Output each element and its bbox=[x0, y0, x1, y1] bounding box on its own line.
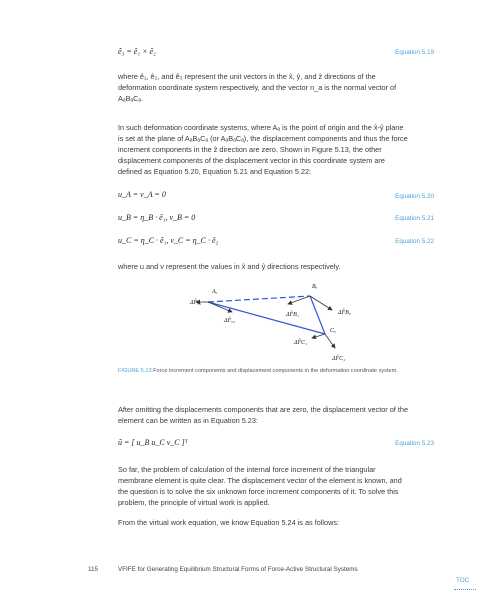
force-label-a1: ΔF̂ₐ₁ bbox=[190, 300, 202, 306]
force-label-c2: ΔF̂C₂ bbox=[332, 356, 346, 362]
figure-caption-text: Force increment components and displacement components in the deformation coordinate system. bbox=[153, 368, 398, 374]
figure-caption-label: FIGURE 5.13 bbox=[118, 368, 152, 374]
triangle-element bbox=[208, 296, 325, 334]
force-label-b2: ΔF̂B₂ bbox=[338, 310, 351, 316]
node-label-a: Aₐ bbox=[212, 289, 218, 295]
paragraph-virtual-work: From the virtual work equation, we know Equation 5.24 is as follows: bbox=[118, 518, 340, 527]
node-label-c: Cₐ bbox=[330, 328, 336, 334]
node-label-b: Bₐ bbox=[312, 284, 318, 290]
equation-5-20: u_A = v_A = 0 bbox=[118, 190, 166, 199]
equation-5-21-label: Equation 5.21 bbox=[395, 215, 434, 222]
force-label-b1: ΔF̂B₁ bbox=[286, 312, 299, 318]
equation-5-19-label: Equation 5.19 bbox=[395, 49, 434, 56]
equation-5-23: ũ = [ u_B u_C v_C ]ᵀ bbox=[118, 438, 188, 447]
toc-link[interactable]: TOC bbox=[456, 577, 470, 584]
equation-5-19: ê₃ = ê₁ × ê₂ bbox=[118, 47, 156, 56]
equation-5-21: u_B = η_B · ê₁, v_B = 0 bbox=[118, 213, 196, 222]
paragraph-problem-summary: So far, the problem of calculation of the internal force increment of the triangular membrane element is quite clear. The displacement vector of the element is known, and the question is to solve the six unknown force increment components of it. To solve this problem, the principle of virtual work is applied. bbox=[118, 465, 402, 507]
toc-underline bbox=[454, 589, 476, 590]
paragraph-u-v-definition: where u and v represent the values in x̂ and ŷ directions respectively. bbox=[118, 262, 341, 271]
force-label-a2: ΔF̂ₐ₂ bbox=[224, 318, 236, 324]
figure-caption bbox=[118, 368, 410, 376]
equation-5-22: u_C = η_C · ê₁, v_C = η_C · ê₂ bbox=[118, 236, 219, 245]
running-title: VFIFE for Generating Equilibrium Structural Forms of Force-Active Structural Systems bbox=[118, 566, 358, 573]
equation-5-23-label: Equation 5.23 bbox=[395, 440, 434, 447]
paragraph-coordinate-system: In such deformation coordinate systems, where Aₐ is the point of origin and the x̂-ŷ plane is set at the plane of AₐBₐCₐ (or AₐBₐCₐ), the displacement components and thus the force increment components in the ẑ direction are zero. Shown in Figure 5.13, the other displacement components of the displacement vector in this coordinate system are defined as Equation 5.20, Equation 5.21 and Equation 5.22: bbox=[118, 123, 408, 176]
paragraph-displacement-vector: After omitting the displacements components that are zero, the displacement vector of the element can be written as in Equation 5.23: bbox=[118, 405, 409, 425]
paragraph-unit-vectors: where ê₁, ê₂, and ê₃ represent the unit vectors in the x̂, ŷ, and ẑ directions of the deformation coordinate system respectively, and the vector n_a is the normal vector of AₐBₐCₐ. bbox=[118, 72, 397, 103]
equation-5-22-label: Equation 5.22 bbox=[395, 238, 434, 245]
page-number: 115 bbox=[88, 566, 99, 573]
figure-5-13-diagram bbox=[190, 284, 390, 370]
equation-5-20-label: Equation 5.20 bbox=[395, 193, 434, 200]
force-label-c1: ΔF̂C₁ bbox=[294, 340, 308, 346]
